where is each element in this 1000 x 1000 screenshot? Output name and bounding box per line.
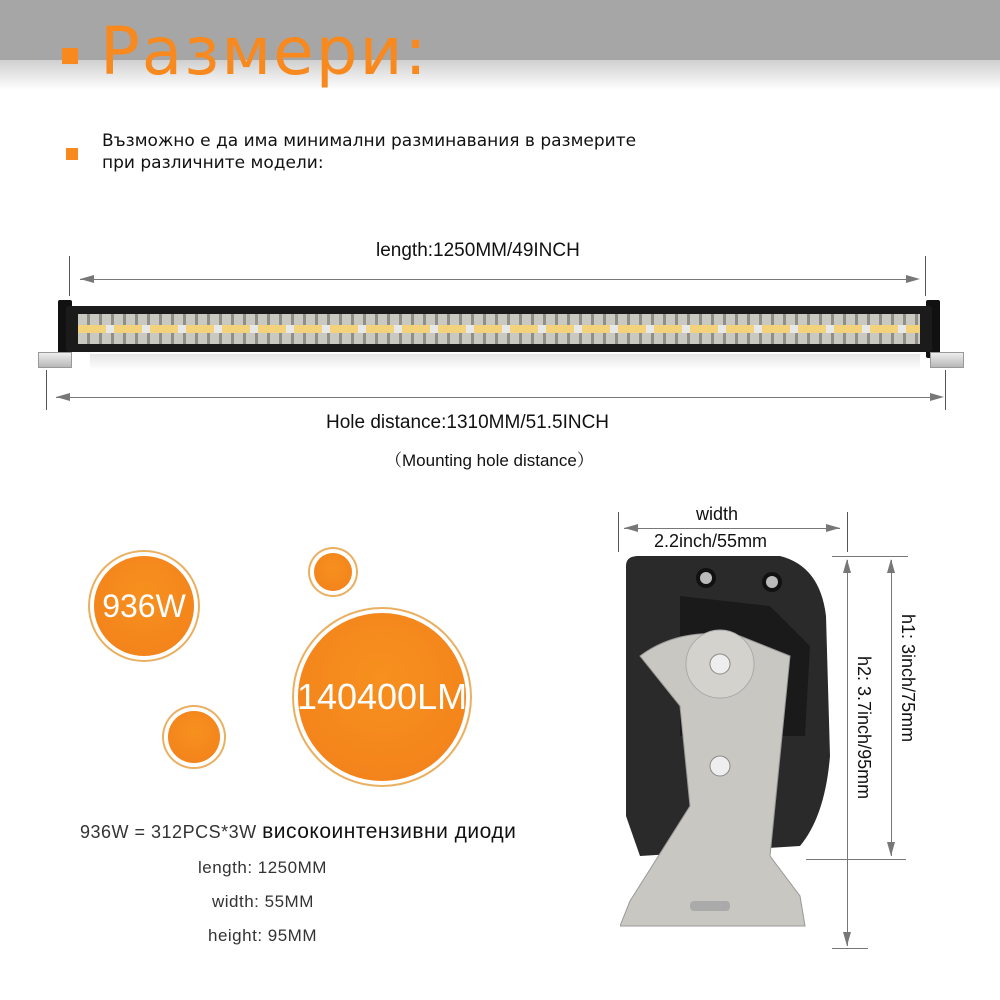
arrow-left-icon [56, 393, 70, 401]
page-title: Размери: [100, 13, 429, 90]
arrow-down-icon [843, 932, 851, 946]
note-line-2: при различните модели: [102, 153, 324, 173]
arrow-right-icon [930, 393, 944, 401]
width-dimension-line [624, 528, 840, 529]
lumens-value: 140400LM [296, 676, 468, 717]
led-strip [78, 325, 920, 333]
hole-extension-right [945, 370, 946, 410]
mounting-bracket-right [930, 352, 964, 368]
power-badge [94, 556, 194, 656]
led-light-bar-image [66, 306, 932, 352]
arrow-left-icon [624, 524, 638, 532]
arrow-up-icon [887, 559, 895, 573]
arrow-right-icon [826, 524, 840, 532]
spec-height: height: 95MM [208, 926, 317, 945]
hole-distance-label: Hole distance:1310MM/51.5INCH [326, 412, 610, 433]
mount-side-view-image [620, 556, 832, 936]
width-label: width [696, 504, 739, 524]
spec-length: length: 1250MM [198, 858, 327, 877]
decor-circle-medium [168, 711, 220, 763]
h1-dimension-line [891, 560, 892, 856]
arrow-down-icon [887, 842, 895, 856]
h2-dimension-line [847, 560, 848, 946]
mounting-bracket-left [38, 352, 72, 368]
length-extension-left [69, 256, 70, 296]
disclaimer-note [102, 130, 742, 174]
arrow-left-icon [80, 275, 94, 283]
hole-extension-left [46, 370, 47, 410]
title-bullet-icon [62, 48, 78, 64]
length-extension-right [925, 256, 926, 296]
h2-label: h2: 3.7inch/95mm [854, 656, 874, 800]
length-dimension-line [80, 279, 916, 280]
h1-bottom-reference-line [806, 859, 906, 860]
formula-text: 936W = 312PCS*3W [80, 822, 257, 842]
hole-distance-note: （Mounting hole distance） [385, 451, 594, 470]
lumens-badge [298, 613, 466, 781]
h2-bottom-reference-line [832, 948, 868, 949]
width-extension-right [847, 512, 848, 552]
h1-label: h1: 3inch/75mm [898, 614, 918, 743]
spec-width: width: 55MM [212, 892, 314, 911]
bar-shadow [90, 354, 920, 370]
formula-suffix: високоинтензивни диоди [262, 820, 517, 843]
hole-dimension-line [56, 397, 936, 398]
arrow-right-icon [906, 275, 920, 283]
note-bullet-icon [66, 148, 78, 160]
h-top-reference-line [832, 556, 908, 557]
length-dimension-label: length:1250MM/49INCH [376, 240, 580, 261]
note-line-1: Възможно е да има минимални разминавания в размерите [102, 131, 637, 151]
width-extension-left [618, 512, 619, 552]
decor-circle-small [314, 553, 352, 591]
width-value: 2.2inch/55mm [654, 531, 768, 551]
spec-formula [80, 820, 516, 844]
power-value: 936W [102, 587, 186, 624]
arrow-up-icon [843, 559, 851, 573]
